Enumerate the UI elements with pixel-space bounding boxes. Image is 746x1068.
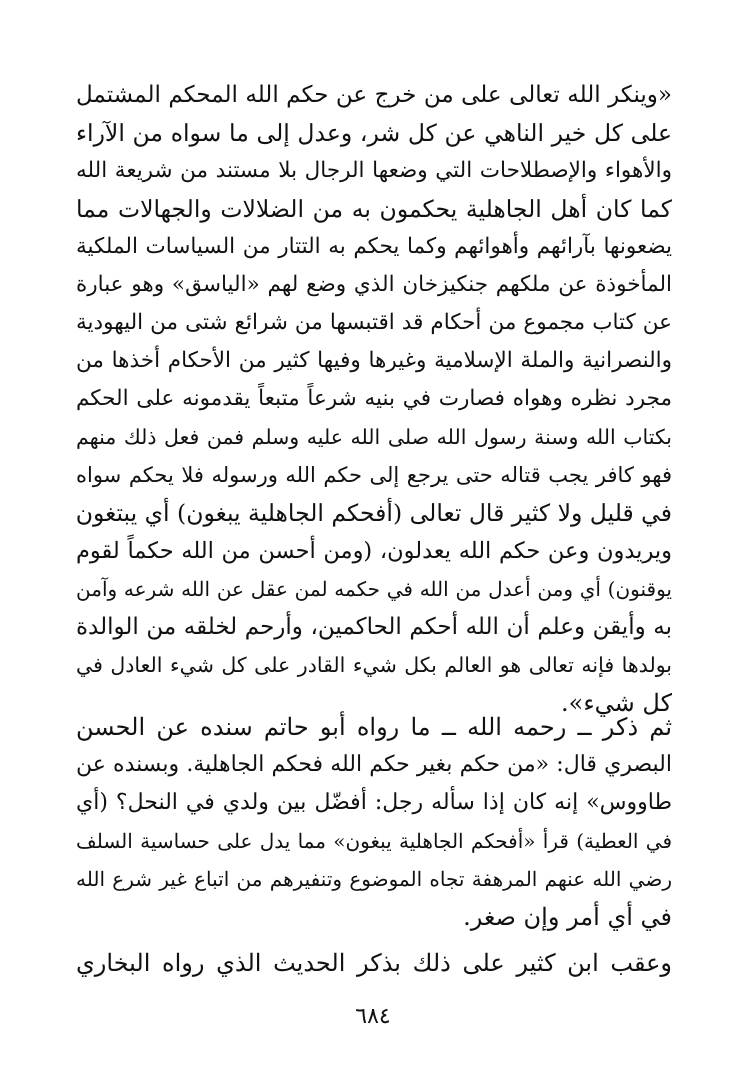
- text-line: بكتاب الله وسنة رسول الله صلى الله عليه وسلم فمن فعل ذلك منهم: [76, 425, 672, 449]
- page-number: ٦٨٤: [355, 1004, 391, 1029]
- text-line: ويريدون وعن حكم الله يعدلون، (ومن أحسن من الله حكماً لقوم: [76, 538, 672, 564]
- text-line: عن كتاب مجموع من أحكام قد اقتبسها من شرائع شتى من اليهودية: [76, 310, 672, 335]
- text-line: طاووس» إنه كان إذا سأله رجل: أفضّل بين ولدي في النحل؟ (أي: [76, 790, 672, 815]
- text-line: مجرد نظره وهواه فصارت في بنيه شرعاً متبعاً يقدمونه على الحكم: [76, 386, 672, 411]
- text-line: ثم ذكر ــ رحمه الله ــ ما رواه أبو حاتم سنده عن الحسن: [76, 713, 672, 741]
- text-line: في قليل ولا كثير قال تعالى (أفحكم الجاهلية يبغون) أي يبتغون: [76, 499, 672, 527]
- text-line: يوقنون) أي ومن أعدل من الله في حكمه لمن عقل عن الله شرعه وآمن: [76, 577, 672, 601]
- text-line: في أي أمر وإن صغر.: [463, 903, 672, 931]
- text-line: كما كان أهل الجاهلية يحكمون به من الضلالات والجهالات مما: [76, 195, 672, 223]
- text-line: بولدها فإنه تعالى هو العالم بكل شيء القادر على كل شيء العادل في: [76, 653, 672, 677]
- text-line: وعقب ابن كثير على ذلك بذكر الحديث الذي رواه البخاري: [76, 949, 672, 977]
- text-line: يضعونها بآرائهم وأهوائهم وكما يحكم به التتار من السياسات الملكية: [76, 234, 672, 259]
- text-line: فهو كافر يجب قتاله حتى يرجع إلى حكم الله ورسوله فلا يحكم سواه: [76, 463, 672, 487]
- text-line: كل شيء».: [561, 689, 672, 717]
- text-line: في العطية) قرأ «أفحكم الجاهلية يبغون» مما يدل على حساسية السلف: [76, 829, 672, 853]
- paragraph-continuation: [76, 944, 672, 982]
- text-line: رضي الله عنهم المرهفة تجاه الموضوع وتنفيرهم من اتباع غير شرع الله: [76, 867, 672, 891]
- paragraph-narration: [76, 708, 672, 936]
- paragraph-quote: [76, 76, 672, 722]
- text-line: على كل خير الناهي عن كل شر، وعدل إلى ما سواه من الآراء: [76, 119, 672, 147]
- text-line: والأهواء والإصطلاحات التي وضعها الرجال بلا مستند من شريعة الله: [76, 158, 672, 183]
- text-line: «وينكر الله تعالى على من خرج عن حكم الله المحكم المشتمل: [76, 82, 672, 108]
- text-line: به وأيقن وعلم أن الله أحكم الحاكمين، وأرحم لخلقه من الوالدة: [76, 614, 672, 640]
- text-line: المأخوذة عن ملكهم جنكيزخان الذي وضع لهم «الياسق» وهو عبارة: [76, 272, 672, 297]
- text-line: البصري قال: «من حكم بغير حكم الله فحكم الجاهلية. وبسنده عن: [76, 752, 672, 777]
- text-line: والنصرانية والملة الإسلامية وغيرها وفيها كثير من الأحكام أخذها من: [76, 348, 672, 373]
